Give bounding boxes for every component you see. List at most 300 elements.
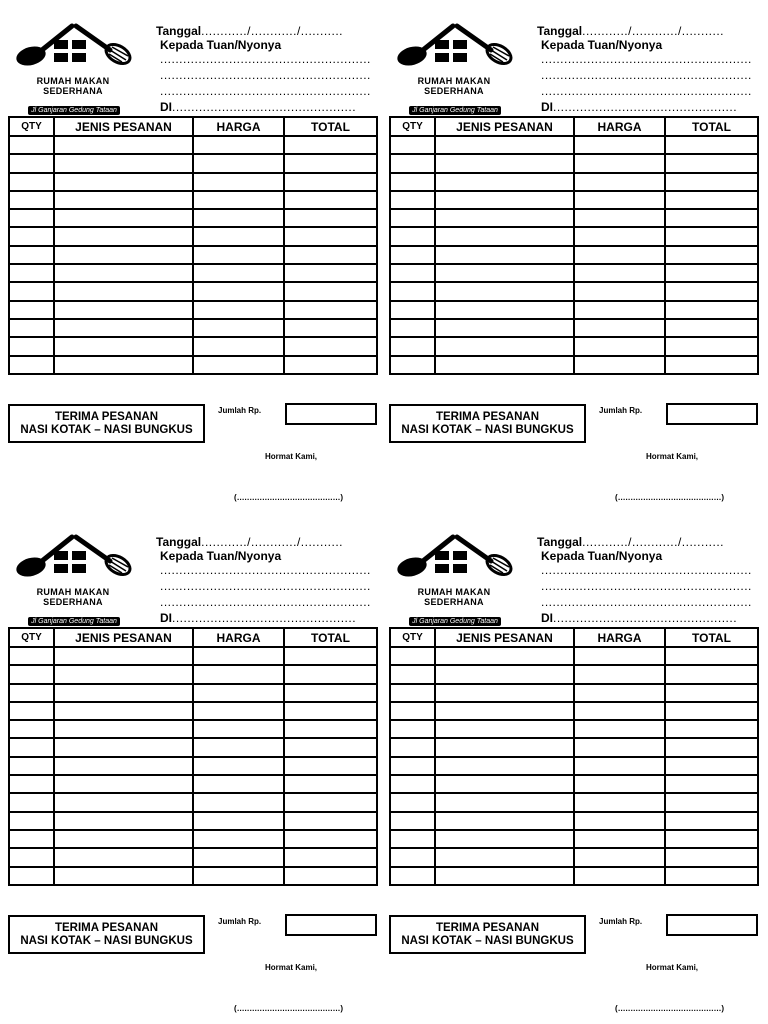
total-cell[interactable]: [284, 246, 377, 264]
qty-cell[interactable]: [390, 227, 435, 245]
total-cell[interactable]: [665, 775, 758, 793]
qty-cell[interactable]: [9, 702, 54, 720]
table-row: [390, 246, 758, 264]
col-total: TOTAL: [284, 628, 377, 647]
harga-cell[interactable]: [574, 665, 665, 683]
qty-cell[interactable]: [9, 757, 54, 775]
nota-bottom-left: [8, 521, 378, 1021]
qty-cell[interactable]: [390, 793, 435, 811]
harga-cell[interactable]: [193, 264, 284, 282]
brand-name-line2: SEDERHANA: [424, 597, 484, 607]
jenis-cell[interactable]: [435, 665, 574, 683]
tanggal-blank: ............/............/...........: [201, 535, 343, 549]
di-field[interactable]: [160, 100, 356, 114]
qty-cell[interactable]: [390, 738, 435, 756]
col-jenis-pesanan: JENIS PESANAN: [435, 117, 574, 136]
total-cell[interactable]: [284, 702, 377, 720]
jenis-cell[interactable]: [54, 154, 193, 172]
kepada-line-1[interactable]: .......................................................: [160, 52, 371, 66]
table-row: [9, 319, 377, 337]
jenis-cell[interactable]: [54, 264, 193, 282]
qty-cell[interactable]: [9, 319, 54, 337]
qty-cell[interactable]: [390, 665, 435, 683]
harga-cell[interactable]: [574, 867, 665, 885]
total-cell[interactable]: [665, 301, 758, 319]
table-row: [9, 757, 377, 775]
total-cell[interactable]: [284, 757, 377, 775]
harga-cell[interactable]: [574, 282, 665, 300]
jenis-cell[interactable]: [435, 173, 574, 191]
qty-cell[interactable]: [9, 282, 54, 300]
table-row: [9, 246, 377, 264]
jenis-cell[interactable]: [54, 720, 193, 738]
table-row: [390, 867, 758, 885]
harga-cell[interactable]: [574, 173, 665, 191]
total-cell[interactable]: [665, 848, 758, 866]
jenis-cell[interactable]: [435, 191, 574, 209]
jenis-cell[interactable]: [435, 356, 574, 374]
qty-cell[interactable]: [9, 812, 54, 830]
jenis-cell[interactable]: [54, 227, 193, 245]
total-cell[interactable]: [665, 337, 758, 355]
qty-cell[interactable]: [9, 665, 54, 683]
harga-cell[interactable]: [574, 191, 665, 209]
harga-cell[interactable]: [193, 301, 284, 319]
table-row: [390, 154, 758, 172]
qty-cell[interactable]: [390, 301, 435, 319]
harga-cell[interactable]: [193, 665, 284, 683]
total-cell[interactable]: [665, 867, 758, 885]
total-cell[interactable]: [665, 738, 758, 756]
harga-cell[interactable]: [574, 702, 665, 720]
jenis-cell[interactable]: [435, 757, 574, 775]
qty-cell[interactable]: [390, 264, 435, 282]
signature-line[interactable]: (.........................................): [615, 493, 725, 502]
harga-cell[interactable]: [193, 720, 284, 738]
total-cell[interactable]: [665, 793, 758, 811]
qty-cell[interactable]: [9, 209, 54, 227]
brand-name: [10, 76, 136, 96]
table-row: [9, 665, 377, 683]
jenis-cell[interactable]: [435, 867, 574, 885]
harga-cell[interactable]: [574, 848, 665, 866]
jenis-cell[interactable]: [435, 154, 574, 172]
total-cell[interactable]: [665, 812, 758, 830]
di-blank: ................................................: [553, 611, 738, 625]
jenis-cell[interactable]: [435, 301, 574, 319]
col-qty: QTY: [9, 628, 54, 647]
tanggal-label: Tanggal: [156, 535, 202, 549]
total-cell[interactable]: [665, 720, 758, 738]
jenis-cell[interactable]: [435, 136, 574, 154]
harga-cell[interactable]: [574, 757, 665, 775]
qty-cell[interactable]: [9, 154, 54, 172]
jenis-cell[interactable]: [435, 830, 574, 848]
qty-cell[interactable]: [390, 209, 435, 227]
di-field[interactable]: [541, 611, 737, 625]
total-cell[interactable]: [284, 209, 377, 227]
kepada-line-3[interactable]: .......................................................: [160, 84, 371, 98]
jenis-cell[interactable]: [54, 191, 193, 209]
brand-name-line1: RUMAH MAKAN: [417, 76, 491, 86]
harga-cell[interactable]: [193, 246, 284, 264]
order-table-header: [9, 117, 377, 136]
harga-cell[interactable]: [574, 209, 665, 227]
kepada-line-1[interactable]: .......................................................: [541, 563, 752, 577]
col-total: TOTAL: [284, 117, 377, 136]
jenis-cell[interactable]: [54, 867, 193, 885]
qty-cell[interactable]: [9, 720, 54, 738]
total-cell[interactable]: [284, 793, 377, 811]
kepada-label: Kepada Tuan/Nyonya: [541, 549, 663, 563]
jenis-cell[interactable]: [54, 738, 193, 756]
qty-cell[interactable]: [9, 227, 54, 245]
table-row: [390, 665, 758, 683]
harga-cell[interactable]: [574, 647, 665, 665]
qty-cell[interactable]: [9, 191, 54, 209]
qty-cell[interactable]: [9, 848, 54, 866]
jenis-cell[interactable]: [435, 812, 574, 830]
qty-cell[interactable]: [390, 775, 435, 793]
qty-cell[interactable]: [9, 684, 54, 702]
jenis-cell[interactable]: [54, 848, 193, 866]
jenis-cell[interactable]: [54, 702, 193, 720]
qty-cell[interactable]: [390, 812, 435, 830]
jumlah-input[interactable]: [285, 914, 377, 936]
jenis-cell[interactable]: [54, 757, 193, 775]
jenis-cell[interactable]: [54, 282, 193, 300]
jenis-cell[interactable]: [54, 356, 193, 374]
total-cell[interactable]: [284, 337, 377, 355]
qty-cell[interactable]: [390, 702, 435, 720]
qty-cell[interactable]: [390, 720, 435, 738]
total-cell[interactable]: [284, 264, 377, 282]
total-cell[interactable]: [284, 319, 377, 337]
total-cell[interactable]: [665, 702, 758, 720]
table-row: [9, 647, 377, 665]
terima-line2: NASI KOTAK – NASI BUNGKUS: [20, 935, 193, 947]
jenis-cell[interactable]: [54, 830, 193, 848]
qty-cell[interactable]: [390, 319, 435, 337]
qty-cell[interactable]: [390, 282, 435, 300]
harga-cell[interactable]: [574, 720, 665, 738]
total-cell[interactable]: [284, 173, 377, 191]
harga-cell[interactable]: [574, 246, 665, 264]
jenis-cell[interactable]: [435, 227, 574, 245]
total-cell[interactable]: [665, 173, 758, 191]
jenis-cell[interactable]: [435, 647, 574, 665]
harga-cell[interactable]: [193, 209, 284, 227]
jenis-cell[interactable]: [54, 173, 193, 191]
harga-cell[interactable]: [193, 191, 284, 209]
table-row: [9, 173, 377, 191]
total-cell[interactable]: [665, 356, 758, 374]
jenis-cell[interactable]: [435, 848, 574, 866]
total-cell[interactable]: [665, 830, 758, 848]
qty-cell[interactable]: [390, 867, 435, 885]
harga-cell[interactable]: [574, 319, 665, 337]
total-cell[interactable]: [665, 684, 758, 702]
total-cell[interactable]: [284, 227, 377, 245]
jumlah-input[interactable]: [666, 403, 758, 425]
di-label: DI: [160, 100, 172, 114]
total-cell[interactable]: [284, 684, 377, 702]
harga-cell[interactable]: [193, 738, 284, 756]
jenis-cell[interactable]: [54, 775, 193, 793]
harga-cell[interactable]: [193, 867, 284, 885]
total-cell[interactable]: [284, 154, 377, 172]
order-table: [8, 116, 378, 375]
total-cell[interactable]: [284, 136, 377, 154]
qty-cell[interactable]: [9, 738, 54, 756]
harga-cell[interactable]: [193, 684, 284, 702]
jenis-cell[interactable]: [435, 684, 574, 702]
signature-line[interactable]: (.........................................): [615, 1004, 725, 1013]
order-table-header: [390, 117, 758, 136]
qty-cell[interactable]: [9, 356, 54, 374]
jenis-cell[interactable]: [435, 738, 574, 756]
total-cell[interactable]: [284, 356, 377, 374]
total-cell[interactable]: [284, 665, 377, 683]
qty-cell[interactable]: [390, 191, 435, 209]
total-cell[interactable]: [284, 812, 377, 830]
tanggal-field[interactable]: [156, 535, 343, 549]
qty-cell[interactable]: [9, 867, 54, 885]
harga-cell[interactable]: [193, 356, 284, 374]
jenis-cell[interactable]: [54, 301, 193, 319]
qty-cell[interactable]: [9, 301, 54, 319]
kepada-line-1[interactable]: .......................................................: [541, 52, 752, 66]
harga-cell[interactable]: [193, 848, 284, 866]
total-cell[interactable]: [665, 227, 758, 245]
qty-cell[interactable]: [390, 848, 435, 866]
qty-cell[interactable]: [390, 647, 435, 665]
total-cell[interactable]: [284, 738, 377, 756]
kepada-line-2[interactable]: .......................................................: [160, 579, 371, 593]
qty-cell[interactable]: [9, 775, 54, 793]
harga-cell[interactable]: [193, 775, 284, 793]
total-cell[interactable]: [665, 209, 758, 227]
table-row: [9, 848, 377, 866]
harga-cell[interactable]: [574, 301, 665, 319]
kepada-line-2[interactable]: .......................................................: [541, 579, 752, 593]
harga-cell[interactable]: [193, 136, 284, 154]
harga-cell[interactable]: [574, 793, 665, 811]
total-cell[interactable]: [665, 319, 758, 337]
order-table: [8, 627, 378, 886]
qty-cell[interactable]: [9, 830, 54, 848]
restaurant-logo: [10, 531, 136, 623]
tanggal-blank: ............/............/...........: [582, 535, 724, 549]
tanggal-label: Tanggal: [537, 535, 583, 549]
qty-cell[interactable]: [9, 246, 54, 264]
harga-cell[interactable]: [574, 684, 665, 702]
harga-cell[interactable]: [193, 282, 284, 300]
total-cell[interactable]: [665, 136, 758, 154]
total-cell[interactable]: [284, 191, 377, 209]
jenis-cell[interactable]: [54, 246, 193, 264]
qty-cell[interactable]: [390, 136, 435, 154]
table-row: [390, 684, 758, 702]
order-table-header: [390, 628, 758, 647]
qty-cell[interactable]: [9, 647, 54, 665]
qty-cell[interactable]: [9, 337, 54, 355]
harga-cell[interactable]: [193, 154, 284, 172]
jenis-cell[interactable]: [54, 684, 193, 702]
qty-cell[interactable]: [9, 264, 54, 282]
tanggal-blank: ............/............/...........: [582, 24, 724, 38]
harga-cell[interactable]: [193, 702, 284, 720]
jenis-cell[interactable]: [435, 702, 574, 720]
jenis-cell[interactable]: [435, 209, 574, 227]
total-cell[interactable]: [284, 647, 377, 665]
harga-cell[interactable]: [574, 136, 665, 154]
harga-cell[interactable]: [193, 830, 284, 848]
hormat-kami: Hormat Kami,: [265, 963, 318, 972]
harga-cell[interactable]: [193, 757, 284, 775]
jenis-cell[interactable]: [54, 812, 193, 830]
jenis-cell[interactable]: [54, 209, 193, 227]
total-cell[interactable]: [665, 665, 758, 683]
jenis-cell[interactable]: [54, 647, 193, 665]
spoon-fork-house-icon: [395, 20, 513, 74]
qty-cell[interactable]: [390, 356, 435, 374]
table-row: [9, 867, 377, 885]
col-harga: HARGA: [193, 117, 284, 136]
total-cell[interactable]: [665, 647, 758, 665]
harga-cell[interactable]: [193, 793, 284, 811]
total-cell[interactable]: [284, 830, 377, 848]
harga-cell[interactable]: [193, 647, 284, 665]
col-jenis-pesanan: JENIS PESANAN: [435, 628, 574, 647]
jenis-cell[interactable]: [435, 319, 574, 337]
harga-cell[interactable]: [193, 319, 284, 337]
tanggal-field[interactable]: [537, 24, 724, 38]
di-blank: ................................................: [172, 611, 357, 625]
total-cell[interactable]: [284, 282, 377, 300]
di-label: DI: [160, 611, 172, 625]
table-row: [9, 793, 377, 811]
kepada-line-2[interactable]: .......................................................: [160, 68, 371, 82]
total-cell[interactable]: [665, 191, 758, 209]
jenis-cell[interactable]: [54, 136, 193, 154]
jumlah-input[interactable]: [666, 914, 758, 936]
harga-cell[interactable]: [574, 812, 665, 830]
total-cell[interactable]: [284, 720, 377, 738]
signature-line[interactable]: (.........................................): [234, 1004, 344, 1013]
table-row: [390, 793, 758, 811]
qty-cell[interactable]: [9, 173, 54, 191]
total-cell[interactable]: [284, 775, 377, 793]
total-cell[interactable]: [665, 154, 758, 172]
di-field[interactable]: [541, 100, 737, 114]
harga-cell[interactable]: [574, 738, 665, 756]
jenis-cell[interactable]: [54, 319, 193, 337]
tanggal-field[interactable]: [156, 24, 343, 38]
spoon-fork-house-icon: [14, 531, 132, 585]
jenis-cell[interactable]: [435, 264, 574, 282]
harga-cell[interactable]: [193, 173, 284, 191]
qty-cell[interactable]: [390, 684, 435, 702]
qty-cell[interactable]: [390, 337, 435, 355]
qty-cell[interactable]: [390, 246, 435, 264]
harga-cell[interactable]: [574, 337, 665, 355]
harga-cell[interactable]: [574, 830, 665, 848]
table-row: [390, 282, 758, 300]
qty-cell[interactable]: [9, 793, 54, 811]
tanggal-field[interactable]: [537, 535, 724, 549]
total-cell[interactable]: [284, 867, 377, 885]
col-qty: QTY: [9, 117, 54, 136]
total-cell[interactable]: [284, 848, 377, 866]
kepada-line-3[interactable]: .......................................................: [541, 595, 752, 609]
harga-cell[interactable]: [574, 356, 665, 374]
nota-top-left: [8, 10, 378, 510]
jumlah-input[interactable]: [285, 403, 377, 425]
brand-address: Jl Ganjaran Gedung Tataan: [28, 617, 120, 626]
total-cell[interactable]: [665, 246, 758, 264]
tanggal-label: Tanggal: [537, 24, 583, 38]
di-field[interactable]: [160, 611, 356, 625]
harga-cell[interactable]: [574, 154, 665, 172]
qty-cell[interactable]: [9, 136, 54, 154]
harga-cell[interactable]: [574, 264, 665, 282]
qty-cell[interactable]: [390, 830, 435, 848]
jenis-cell[interactable]: [54, 665, 193, 683]
harga-cell[interactable]: [193, 227, 284, 245]
terima-line1: TERIMA PESANAN: [54, 922, 159, 934]
brand-name-line1: RUMAH MAKAN: [417, 587, 491, 597]
kepada-line-2[interactable]: .......................................................: [541, 68, 752, 82]
kepada-line-3[interactable]: .......................................................: [541, 84, 752, 98]
jenis-cell[interactable]: [435, 282, 574, 300]
table-row: [390, 209, 758, 227]
brand-address: Jl Ganjaran Gedung Tataan: [409, 617, 501, 626]
total-cell[interactable]: [665, 757, 758, 775]
harga-cell[interactable]: [574, 227, 665, 245]
brand-address: Jl Ganjaran Gedung Tataan: [28, 106, 120, 115]
qty-cell[interactable]: [390, 154, 435, 172]
terima-pesanan-box: [8, 404, 205, 443]
kepada-line-3[interactable]: .......................................................: [160, 595, 371, 609]
jenis-cell[interactable]: [435, 720, 574, 738]
terima-line2: NASI KOTAK – NASI BUNGKUS: [20, 424, 193, 436]
signature-line[interactable]: (.........................................): [234, 493, 344, 502]
harga-cell[interactable]: [193, 812, 284, 830]
total-cell[interactable]: [665, 282, 758, 300]
jenis-cell[interactable]: [435, 775, 574, 793]
total-cell[interactable]: [665, 264, 758, 282]
jenis-cell[interactable]: [54, 793, 193, 811]
kepada-line-1[interactable]: .......................................................: [160, 563, 371, 577]
qty-cell[interactable]: [390, 173, 435, 191]
table-row: [9, 337, 377, 355]
qty-cell[interactable]: [390, 757, 435, 775]
table-row: [390, 319, 758, 337]
terima-line1: TERIMA PESANAN: [435, 411, 540, 423]
jenis-cell[interactable]: [54, 337, 193, 355]
table-row: [9, 209, 377, 227]
table-row: [9, 775, 377, 793]
jenis-cell[interactable]: [435, 337, 574, 355]
jumlah-label: Jumlah Rp.: [599, 917, 643, 926]
harga-cell[interactable]: [574, 775, 665, 793]
table-row: [390, 647, 758, 665]
jenis-cell[interactable]: [435, 793, 574, 811]
harga-cell[interactable]: [193, 337, 284, 355]
total-cell[interactable]: [284, 301, 377, 319]
jenis-cell[interactable]: [435, 246, 574, 264]
